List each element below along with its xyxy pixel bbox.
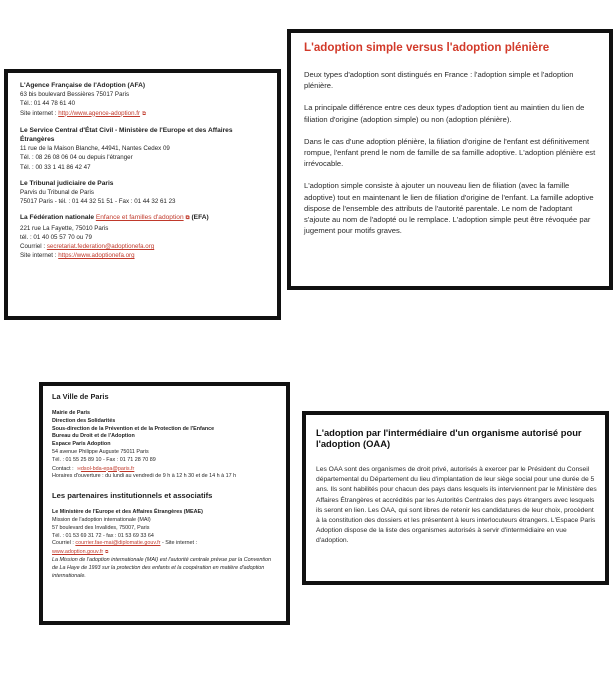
efa-site-link[interactable]: https://www.adoptionefa.org [58, 252, 135, 260]
efa-mail-label: Courriel : [20, 243, 47, 251]
bureau-label: Bureau du Droit et de l'Adoption [52, 433, 135, 440]
paris-heading: La Ville de Paris [52, 392, 109, 401]
external-link-icon: ⧉ [185, 215, 190, 222]
afa-title: L'Agence Française de l'Adoption (AFA) [20, 82, 146, 89]
espace-label: Espace Paris Adoption [52, 441, 111, 448]
sous-direction-label: Sous-direction de la Prévention et de la Protection de l'Enfance [52, 425, 215, 432]
afa-phone: Tél.: 01 44 78 61 40 [20, 100, 76, 108]
contact-link[interactable]: dsol-bda-epa@paris.fr [80, 465, 135, 472]
paris-phone: Tél. : 01 55 25 89 10 - Fax : 01 71 28 70 89 [52, 456, 156, 463]
afa-site-label: Site internet : [20, 109, 59, 117]
adoption-comparison-card [287, 29, 613, 290]
meae-mail [52, 540, 278, 548]
mail-icon: ✉ [77, 465, 81, 471]
contact-label: Contact : [52, 465, 76, 472]
scec-address: 11 rue de la Maison Blanche, 44941, Nantes Cedex 09 [20, 145, 170, 153]
paris-contact [52, 465, 278, 474]
paris-contacts-card [39, 382, 290, 625]
efa-phone: tél. : 01 40 05 57 70 ou 79 [20, 233, 92, 241]
contacts-card [4, 69, 281, 320]
meae-title: Le Ministère de l'Europe et des Affaires Étrangères (MEAE) [52, 509, 203, 516]
efa-title-prefix: La Fédération nationale [20, 214, 96, 222]
oaa-body: Les OAA sont des organismes de droit privé, autorisés à exercer par le Président du Conseil départemental du Département du lieu d'implantation de leur siège social pour une durée de 5 ans. Ils sont habilités pour chacun des pays dans lesquels ils interviennent par le Ministère des Affaires Étrangères et accrédités par les Autorités Centrales des pays étrangers avec lesquels ils seront en lien. Les OAA, qui sont libres de retenir les candidatures de leur choix, procèdent à la constitution des dossiers et les présentent à leurs interlocuteurs étrangers. L'Espace Paris Adoption dispose de la liste des organismes autorisés à servir d'intermédiaire en vue d'adoption. [316, 466, 597, 545]
external-link-icon: ⧉ [105, 549, 109, 555]
mai-note: La Mission de l'adoption internationale (MAI) est l'autorité centrale prévue par la Convention de La Haye de 1993 sur la protection des enfants et la coopération en matière d'adoption internationale. [52, 556, 272, 579]
oaa-card [302, 411, 609, 585]
meae-address: 57 boulevard des Invalides, 75007, Paris [52, 524, 150, 531]
efa-title [20, 213, 267, 223]
afa-site-link[interactable]: http://www.agence-adoption.fr [58, 109, 141, 117]
efa-site [20, 251, 267, 260]
meae-mail-link[interactable]: courrier.fae-mai@diplomatie.gouv.fr [75, 540, 161, 547]
afa-block [20, 81, 267, 119]
efa-block [20, 213, 267, 260]
tribunal-title: Le Tribunal judiciaire de Paris [20, 179, 114, 187]
meae-site [52, 548, 278, 557]
efa-mail-link[interactable]: secretariat.federation@adoptionefa.org [46, 243, 155, 251]
meae-phone: Tél. : 01 53 69 31 72 - fax : 01 53 69 33 64 [52, 532, 154, 539]
external-link-icon: ⧉ [142, 110, 146, 117]
comparison-paragraph: Dans le cas d'une adoption plénière, la filiation d'origine de l'enfant est définitivement rompue, l'enfant prend le nom de famille de sa famille adoptive. L'adoption plénière est irrévocable. [304, 136, 596, 169]
comparison-paragraph: La principale différence entre ces deux types d'adoption tient au maintien du lien de filiation d'origine (adoption simple) ou non (adoption plénière). [304, 103, 585, 124]
mairie-label: Mairie de Paris [52, 410, 91, 416]
meae-site-link[interactable]: www.adoption.gouv.fr [52, 549, 104, 556]
efa-mail [20, 242, 267, 251]
efa-address: 221 rue La Fayette, 75010 Paris [20, 224, 109, 232]
efa-title-suffix: (EFA) [189, 214, 209, 222]
efa-title-link[interactable]: Enfance et familles d'adoption [95, 214, 184, 222]
comparison-paragraph: Deux types d'adoption sont distingués en France : l'adoption simple et l'adoption plénière. [304, 70, 574, 91]
comparison-heading: L'adoption simple versus l'adoption plénière [304, 41, 550, 54]
meae-mail-label: Courriel : [52, 540, 76, 547]
paris-address: 54 avenue Philippe Auguste 75011 Paris [52, 448, 149, 455]
tribunal-line2: 75017 Paris - tél. : 01 44 32 51 51 - Fax : 01 44 32 61 23 [20, 198, 176, 206]
afa-site [20, 109, 267, 119]
direction-label: Direction des Solidarités [52, 417, 116, 424]
comparison-paragraph: L'adoption simple consiste à ajouter un nouveau lien de filiation (avec la famille adoptive) tout en maintenant le lien de filiation d'origine de l'enfant. La famille adoptive dispose de l'ensemble des attributs de l'autorité parentale. Le nom de l'adoptant s'ajoute au nom de l'adopté ou le remplace. L'adoption simple peut être révoquée par jugement pour motifs graves. [304, 181, 594, 236]
paris-hours: Horaires d'ouverture : du lundi au vendredi de 9 h à 12 h 30 et de 14 h à 17 h [52, 473, 237, 480]
scec-phone-abroad: Tél. : 00 33 1 41 86 42 47 [20, 163, 91, 171]
efa-site-label: Site internet : [20, 252, 59, 260]
afa-address: 63 bis boulevard Bessières 75017 Paris [20, 91, 130, 99]
tribunal-block [20, 179, 267, 207]
oaa-heading: L'adoption par l'intermédiaire d'un organisme autorisé pour l'adoption (OAA) [316, 427, 582, 449]
mai-label: Mission de l'adoption internationale (MAI) [52, 516, 151, 523]
partners-heading: Les partenaires institutionnels et associatifs [52, 491, 213, 501]
scec-title: Le Service Central d'État Civil - Ministère de l'Europe et des Affaires Étrangères [20, 126, 233, 144]
scec-phone: Tél. : 08 26 08 06 04 ou depuis l'étranger [20, 154, 133, 162]
scec-block [20, 126, 267, 172]
tribunal-line1: Parvis du Tribunal de Paris [20, 189, 94, 197]
meae-site-label: - Site internet : [160, 540, 198, 547]
